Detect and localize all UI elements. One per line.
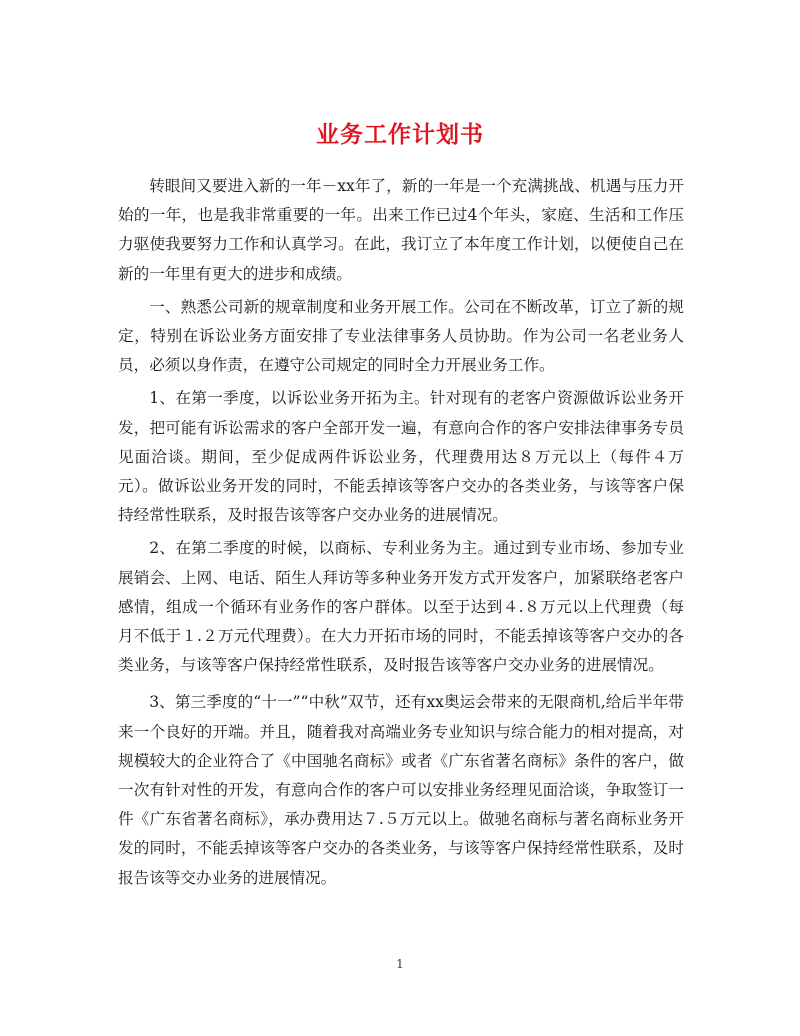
paragraph-q1-plan: 1、在第一季度，以诉讼业务开拓为主。针对现有的老客户资源做诉讼业务开发，把可能有诉讼需求的客户全部开发一遍，有意向合作的客户安排法律事务专员见面洽谈。期间，至少促成两件诉讼业务，代理费用达８万元以上（每件４万元）。做诉讼业务开发的同时，不能丢掉该等客户交办的各类业务，与该等客户保持经常性联系，及时报告该等客户交办业务的进展情况。 bbox=[118, 389, 684, 525]
page-title: 业务工作计划书 bbox=[316, 121, 484, 149]
paragraph-q2-plan: 2、在第二季度的时候，以商标、专利业务为主。通过到专业市场、参加专业展销会、上网、电话、陌生人拜访等多种业务开发方式开发客户，加紧联络老客户感情，组成一个循环有业务作的客户群体。以至于达到４.８万元以上代理费（每月不低于１.２万元代理费）。在大力开拓市场的同时，不能丢掉该等客户交办的各类业务，与该等客户保持经常性联系，及时报告该等客户交办业务的进展情况。 bbox=[118, 539, 684, 675]
paragraph-section-1: 一、熟悉公司新的规章制度和业务开展工作。公司在不断改革，订立了新的规定，特别在诉讼业务方面安排了专业法律事务人员协助。作为公司一名老业务人员，必须以身作责，在遵守公司规定的同时全力开展业务工作。 bbox=[118, 297, 684, 375]
paragraph-intro: 转眼间又要进入新的一年－xx年了，新的一年是一个充满挑战、机遇与压力开始的一年，也是我非常重要的一年。出来工作已过4个年头，家庭、生活和工作压力驱使我要努力工作和认真学习。在此，我订立了本年度工作计划，以便使自己在新的一年里有更大的进步和成绩。 bbox=[118, 177, 684, 283]
document-body bbox=[118, 172, 684, 897]
page-number: 1 bbox=[396, 957, 404, 971]
paragraph-q3-plan: 3、第三季度的“十一”“中秋”双节，还有xx奥运会带来的无限商机,给后半年带来一个良好的开端。并且，随着我对高端业务专业知识与综合能力的相对提高，对规模较大的企业符合了《中国驰名商标》或者《广东省著名商标》条件的客户，做一次有针对性的开发，有意向合作的客户可以安排业务经理见面洽谈，争取签订一件《广东省著名商标》，承办费用达７.５万元以上。做驰名商标与著名商标业务开发的同时，不能丢掉该等客户交办的各类业务，与该等客户保持经常性联系，及时报告该等交办业务的进展情况。 bbox=[118, 693, 684, 887]
